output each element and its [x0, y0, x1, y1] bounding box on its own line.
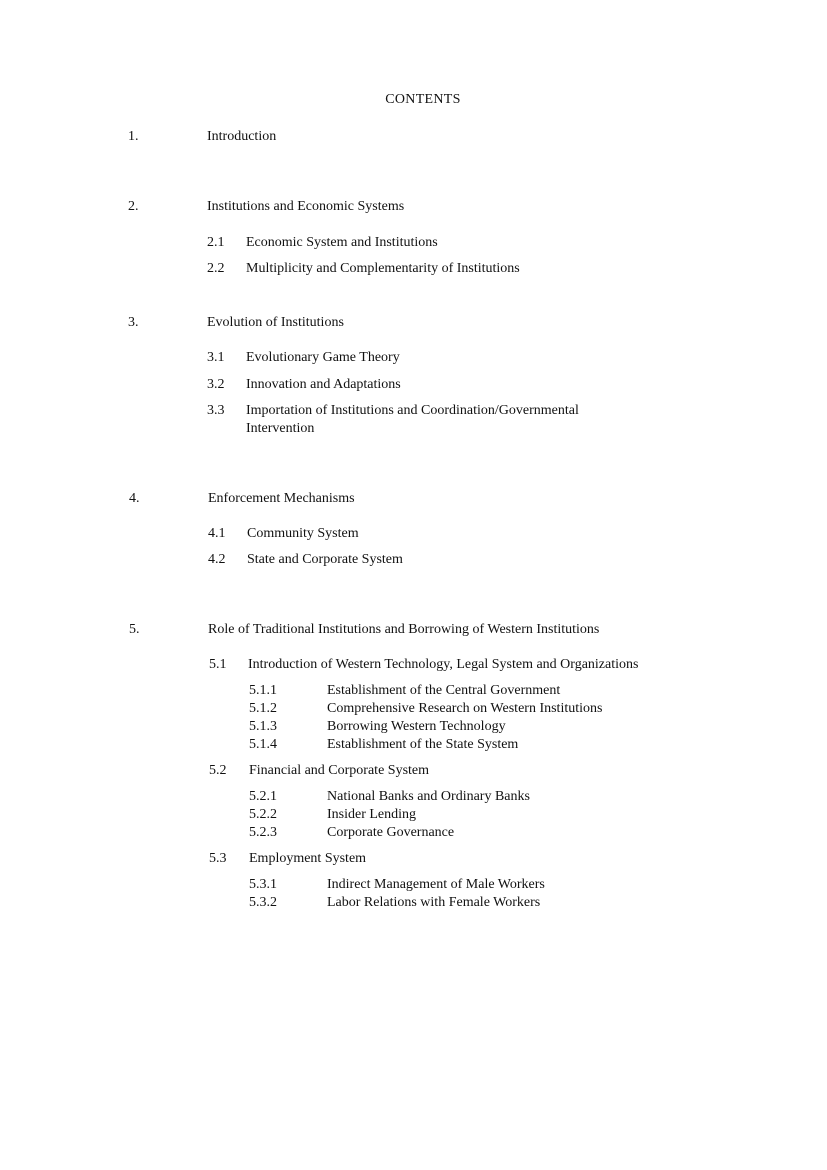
section-number: 2. — [128, 199, 139, 214]
subsubsection-title: Corporate Governance — [327, 825, 455, 840]
subsubsection-title: Comprehensive Research on Western Institutions — [327, 701, 603, 716]
subsubsection-number: 5.2.3 — [249, 825, 277, 840]
subsection-title: Multiplicity and Complementarity of Institutions — [246, 261, 520, 276]
subsection-title: Evolutionary Game Theory — [246, 350, 400, 365]
subsection-title: Importation of Institutions and Coordination/Governmental — [246, 403, 579, 418]
page-title: CONTENTS — [385, 92, 461, 107]
subsubsection-number: 5.3.1 — [249, 877, 277, 892]
subsection-title: Community System — [247, 526, 359, 541]
subsection-number: 5.3 — [209, 851, 227, 866]
subsubsection-title: Labor Relations with Female Workers — [327, 895, 541, 910]
section-title: Evolution of Institutions — [207, 315, 344, 330]
subsection-number: 2.1 — [207, 235, 225, 250]
subsection-number: 4.2 — [208, 552, 226, 567]
subsubsection-title: Insider Lending — [327, 807, 417, 822]
subsubsection-title: Establishment of the State System — [327, 737, 519, 752]
section-number: 4. — [129, 491, 140, 506]
section-title: Role of Traditional Institutions and Borrowing of Western Institutions — [208, 622, 600, 637]
subsubsection-number: 5.2.2 — [249, 807, 277, 822]
subsubsection-number: 5.1.3 — [249, 719, 277, 734]
subsection-title-continued: Intervention — [246, 421, 315, 436]
subsubsection-title: Borrowing Western Technology — [327, 719, 506, 734]
subsubsection-number: 5.2.1 — [249, 789, 277, 804]
subsection-title: State and Corporate System — [247, 552, 403, 567]
subsubsection-number: 5.3.2 — [249, 895, 277, 910]
subsection-number: 5.1 — [209, 657, 227, 672]
subsection-number: 4.1 — [208, 526, 226, 541]
subsubsection-number: 5.1.1 — [249, 683, 277, 698]
subsection-number: 3.1 — [207, 350, 225, 365]
section-number: 1. — [128, 129, 139, 144]
subsubsection-number: 5.1.4 — [249, 737, 277, 752]
subsubsection-title: Indirect Management of Male Workers — [327, 877, 545, 892]
subsubsection-number: 5.1.2 — [249, 701, 277, 716]
subsection-number: 3.2 — [207, 377, 225, 392]
section-title: Enforcement Mechanisms — [208, 491, 355, 506]
section-number: 3. — [128, 315, 139, 330]
subsection-number: 5.2 — [209, 763, 227, 778]
subsection-title: Employment System — [249, 851, 367, 866]
subsection-number: 3.3 — [207, 403, 225, 418]
subsubsection-title: National Banks and Ordinary Banks — [327, 789, 530, 804]
subsection-title: Introduction of Western Technology, Legal System and Organizations — [248, 657, 639, 672]
section-number: 5. — [129, 622, 140, 637]
section-title: Introduction — [207, 129, 277, 144]
subsection-title: Economic System and Institutions — [246, 235, 438, 250]
subsection-title: Innovation and Adaptations — [246, 377, 401, 392]
subsection-number: 2.2 — [207, 261, 225, 276]
subsection-title: Financial and Corporate System — [249, 763, 430, 778]
section-title: Institutions and Economic Systems — [207, 199, 405, 214]
subsubsection-title: Establishment of the Central Government — [327, 683, 561, 698]
